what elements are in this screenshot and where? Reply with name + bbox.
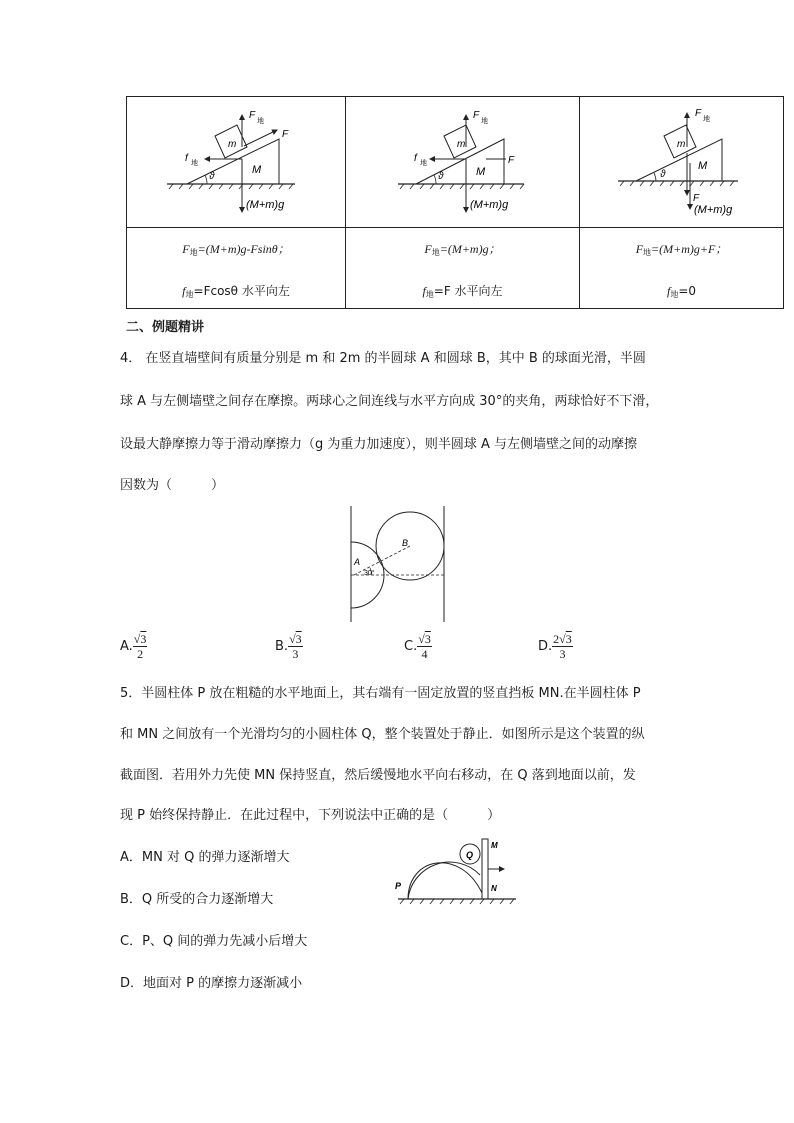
ground-force-label: F <box>473 110 480 121</box>
q5-option-c[interactable]: C．P、Q 间的弹力先减小后增大 <box>120 934 308 949</box>
friction-label: f <box>414 153 417 164</box>
option-label: A. <box>120 639 133 654</box>
incline-figure-2 <box>346 97 579 223</box>
q4-option-c[interactable] <box>404 632 432 661</box>
eq-symbol: f <box>422 284 426 298</box>
mass-M-label: M <box>476 166 486 178</box>
board-N-label: N <box>491 884 497 893</box>
radicand: 3 <box>565 632 572 646</box>
eq-symbol: f <box>182 284 186 298</box>
q5-option-b[interactable]: B．Q 所受的合力逐渐增大 <box>120 892 274 907</box>
q4-figure <box>340 504 460 626</box>
q5-line-3: 截面图．若用外力先使 MN 保持竖直，然后缓慢地水平向右移动，在 Q 落到地面以前，发 <box>120 768 636 783</box>
equation-cell-1 <box>127 228 346 309</box>
denominator: 2 <box>137 647 144 661</box>
figure-cell-2 <box>346 97 580 228</box>
ground-sub: 地 <box>420 160 427 167</box>
eq-symbol: F <box>424 242 432 256</box>
ground-sub: 地 <box>191 160 198 167</box>
radicand: 3 <box>295 632 302 646</box>
eq-text: =F 水平向左 <box>433 284 503 298</box>
q5-line-2: 和 MN 之间放有一个光滑均匀的小圆柱体 Q，整个装置处于静止．如图所示是这个装置的纵 <box>120 727 645 742</box>
q4-line-4: 因数为（ ） <box>120 478 225 493</box>
q4-option-b[interactable] <box>275 632 303 661</box>
q5-option-a[interactable]: A．MN 对 Q 的弹力逐渐增大 <box>120 850 290 865</box>
equation-cell-3 <box>580 228 784 309</box>
mass-m-label: m <box>228 139 237 150</box>
radicand: 3 <box>140 632 147 646</box>
force-label: F <box>282 129 289 140</box>
weight-label: (M+m)g <box>470 199 509 211</box>
eq-sub: 地 <box>425 290 434 299</box>
denominator: 3 <box>292 647 299 661</box>
summary-table <box>126 96 784 309</box>
option-fraction: $\frac{√3}{3}$ <box>289 632 302 661</box>
board-M-label: M <box>491 841 498 850</box>
incline-figure-1 <box>127 97 345 223</box>
coef: 2 <box>553 632 560 646</box>
q5-figure <box>392 833 524 907</box>
mass-m-label: m <box>457 139 466 150</box>
equation-cell-2 <box>346 228 580 309</box>
figure-cell-3 <box>580 97 784 228</box>
q4-line-1: 4． 在竖直墙壁间有质量分别是 m 和 2m 的半圆球 A 和圆球 B，其中 B 的球面光滑，半圆 <box>120 351 646 366</box>
eq-text: =(M+m)g-Fsinθ； <box>197 242 290 256</box>
q5-line-4: 现 P 始终保持静止．在此过程中，下列说法中正确的是（ ） <box>120 808 501 823</box>
eq-sub: 地 <box>431 248 440 257</box>
denominator: 3 <box>559 647 566 661</box>
eq-text: =(M+m)g+F； <box>651 242 728 256</box>
eq-symbol: f <box>666 284 671 298</box>
eq-symbol: F <box>635 242 644 256</box>
eq-symbol: F <box>182 242 190 256</box>
eq-text: =Fcosθ 水平向左 <box>193 284 290 298</box>
incline-figure-3 <box>580 97 783 223</box>
q4-line-3: 设最大静摩擦力等于滑动摩擦力（g 为重力加速度），则半圆球 A 与左侧墙壁之间的动摩擦 <box>120 437 638 452</box>
ground-force-label: F <box>695 108 702 119</box>
eq-text: =(M+m)g； <box>439 242 501 256</box>
eq-sub: 地 <box>643 248 652 257</box>
q4-line-2: 球 A 与左侧墙壁之间存在摩擦。两球心之间连线与水平方向成 30°的夹角，两球恰好不下滑， <box>120 394 659 409</box>
ball-B-label: B <box>402 538 409 548</box>
ground-sub: 地 <box>481 118 488 125</box>
angle-label: 30° <box>364 570 375 577</box>
theta-label: ϑ <box>209 171 215 182</box>
eq-text: =0 <box>678 284 697 298</box>
denominator: 4 <box>421 647 428 661</box>
option-label: C. <box>404 639 418 654</box>
q4-option-d[interactable] <box>538 632 573 661</box>
q5-option-d[interactable]: D．地面对 P 的摩擦力逐渐减小 <box>120 976 303 991</box>
option-label: D. <box>538 639 553 654</box>
force-label: F <box>508 155 515 166</box>
q5-line-1: 5．半圆柱体 P 放在粗糙的水平地面上，其右端有一固定放置的竖直挡板 MN.在半圆柱体 P <box>120 686 641 701</box>
radicand: 3 <box>424 632 431 646</box>
section-title: 二、例题精讲 <box>126 320 205 335</box>
ground-sub: 地 <box>257 118 264 125</box>
eq-sub: 地 <box>185 290 194 299</box>
option-fraction: $\frac{√3}{4}$ <box>418 632 431 661</box>
body-Q-label: Q <box>466 850 474 860</box>
ground-sub: 地 <box>703 116 710 123</box>
weight-label: (M+m)g <box>246 199 285 211</box>
option-fraction: $\frac{√3}{2}$ <box>133 632 147 661</box>
theta-label: ϑ <box>438 171 444 182</box>
mass-m-label: m <box>677 139 686 150</box>
theta-label: ϑ <box>660 169 666 180</box>
figure-cell-1 <box>127 97 346 228</box>
option-fraction: $\frac{2√3}{3}$ <box>553 632 572 661</box>
body-P-label: P <box>395 881 402 891</box>
mass-M-label: M <box>698 160 708 172</box>
option-label: B. <box>275 639 289 654</box>
eq-sub: 地 <box>189 248 198 257</box>
q4-option-a[interactable] <box>120 632 147 661</box>
eq-sub: 地 <box>670 290 679 299</box>
ground-force-label: F <box>249 110 256 121</box>
ball-A-label: A <box>354 557 361 567</box>
force-label: F <box>693 193 700 204</box>
friction-label: f <box>185 153 188 164</box>
weight-label: (M+m)g <box>694 204 733 216</box>
mass-M-label: M <box>252 164 262 176</box>
